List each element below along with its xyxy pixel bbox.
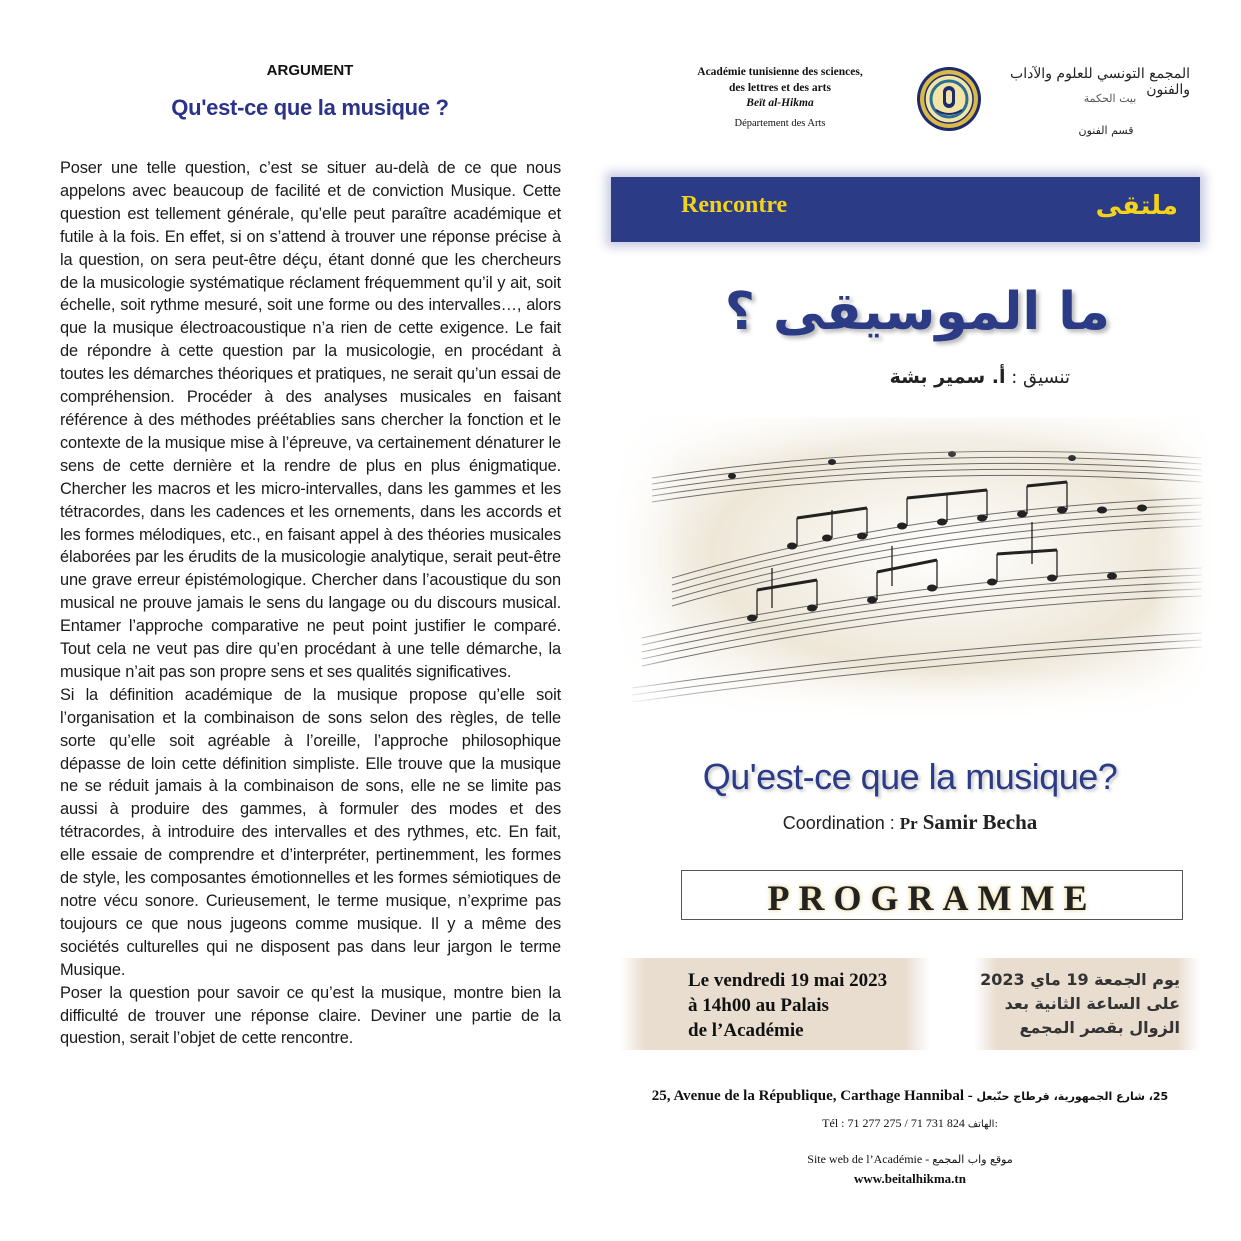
- argument-body: [60, 157, 561, 1050]
- coordinator-name-ar: أ. سمير بشة: [889, 366, 1006, 388]
- institution-department-ar: قسم الفنون: [1078, 124, 1134, 137]
- date-text-ar: [980, 968, 1180, 1040]
- institution-name-fr-line1: Académie tunisienne des sciences,: [697, 66, 863, 78]
- sheet-music-image: [612, 418, 1212, 718]
- academy-seal-icon: [916, 66, 982, 132]
- programme-label: PROGRAMME: [767, 878, 1097, 918]
- date-fr-line1: Le vendredi 19 mai 2023: [688, 970, 888, 991]
- argument-paragraph-2: Si la définition académique de la musique propose qu’elle soit l’organisation et la combinaison de sons selon des règles, de telle sorte qu’elle soit agréable à l’oreille, l’approche philosophique dépasse de loin cette définition simpliste. Elle trouve que la musique ne se réduit jamais à la combinaison de sons, elle ne se limite pas aussi à produire des gammes, à formuler des modes et des tétracordes, à introduire des intervalles et des rythmes, etc. En fait, elle essaie de comprendre et d’interpréter, pertinemment, les formes de style, les composantes émotionnelles et les formes sémiotiques de notre vécu sonore. Curieusement, le terme musique, n’exprime pas toujours ce que nous jugeons comme musique. Il y a même des sociétés culturelles qui ne disposent pas dans leur jargon le terme Musique.: [60, 685, 561, 979]
- date-text-fr: [688, 968, 887, 1043]
- institution-name-fr-line2: des lettres et des arts: [729, 82, 831, 94]
- telephone: [600, 1116, 1220, 1131]
- date-fr-line3: de l’Académie: [688, 1020, 804, 1041]
- banner-label-fr: Rencontre: [681, 192, 788, 218]
- institution-name-ar: المجمع التونسي للعلوم والآداب والفنون: [1010, 66, 1190, 98]
- event-banner: [611, 177, 1200, 242]
- telephone-fr: Tél : 71 277 275 / 71 731 824: [822, 1116, 965, 1130]
- telephone-ar-label: الهاتف:: [967, 1119, 998, 1130]
- address-fr: 25, Avenue de la République, Carthage Hannibal -: [651, 1088, 973, 1104]
- event-title-ar: ما الموسيقى ؟: [724, 282, 1110, 342]
- date-ar-line3: الزوال بقصر المجمع: [1019, 1018, 1180, 1037]
- institution-name-fr-line3: Beït al-Hikma: [746, 97, 814, 109]
- address-ar: 25، شارع الجمهورية، قرطاج حنّبعل: [976, 1090, 1169, 1103]
- address: [600, 1088, 1220, 1105]
- coordination-fr-label: Coordination :: [782, 813, 895, 833]
- website-label: [600, 1152, 1220, 1167]
- coordination-fr: [640, 810, 1180, 835]
- institution-sub-ar: بيت الحكمة: [1083, 92, 1137, 105]
- coordination-ar: [770, 366, 1070, 388]
- website-label-fr: Site web de l’Académie -: [807, 1152, 930, 1166]
- argument-paragraph-1: Poser une telle question, c’est se situer au-delà de ce que nous appelons avec beaucoup de facilité et de conviction Musique. Cette question est tellement générale, qu’elle peut paraître académique et futile à la fois. En effet, si on s’attend à trouver une réponse précise à la question, on sera peut-être déçu, étant donné que les chercheurs de la musicologie systématique réclament fréquemment qu’il y ait, soit échelle, soit rythme mesuré, soit une forme ou des intervalles…, alors que la musique électroacoustique n’a rien de cette exigence. Le fait de répondre à cette question par la musicologie, en procédant à toutes les démarches théoriques et pratiques, ne serait qu’un essai de compréhension. Procéder à des analyses musicales en faisant référence à des méthodes préétablies sans chercher la fonction et le contexte de la musique mise à l’épreuve, va certainement dénaturer le sens de cette dernière et la rendre de plus en plus énigmatique. Chercher les macros et les micro-intervalles, dans les gammes et les tétracordes, dans les cadences et les ornements, dans les accords et les formes mélodiques, etc., en faisant appel à des théories musicales élaborées par les érudits de la musicologie analytique, serait peut-être une grave erreur épistémologique. Chercher dans l’acoustique du son musical ne prouve jamais le sens du langage ou du discours musical. Entamer l’approche comparative ne peut point justifier le comparé. Tout cela ne veut pas dire qu’en procédant à une telle démarche, la musique n’ait pas son propre sens et ses qualités significatives.: [60, 159, 561, 681]
- website-label-ar: موقع واب المجمع: [932, 1153, 1013, 1166]
- website-url[interactable]: www.beitalhikma.tn: [854, 1171, 966, 1186]
- date-box-ar: [974, 958, 1200, 1050]
- date-ar-line2: على الساعة الثانية بعد: [1004, 994, 1180, 1013]
- argument-paragraph-3: Poser la question pour savoir ce qu’est la musique, montre bien la difficulté de trouver une réponse claire. Deviner une partie de la question, serait l’objet de cette rencontre.: [60, 983, 561, 1048]
- date-fr-line2: à 14h00 au Palais: [688, 995, 829, 1016]
- date-ar-line1: يوم الجمعة 19 ماي 2023: [980, 970, 1180, 989]
- argument-title: Qu'est-ce que la musique ?: [171, 95, 449, 120]
- argument-heading: ARGUMENT: [266, 62, 354, 79]
- event-title-fr: Qu'est-ce que la musique?: [702, 756, 1118, 797]
- coordination-ar-label: تنسيق :: [1011, 367, 1070, 388]
- programme-box: [681, 870, 1183, 920]
- coordinator-name-fr: Samir Becha: [922, 810, 1038, 834]
- banner-label-ar: ملتقى: [1095, 191, 1178, 221]
- coordinator-title-fr: Pr: [899, 814, 918, 833]
- institution-department-fr: Département des Arts: [734, 118, 826, 129]
- date-box-fr: [620, 958, 930, 1050]
